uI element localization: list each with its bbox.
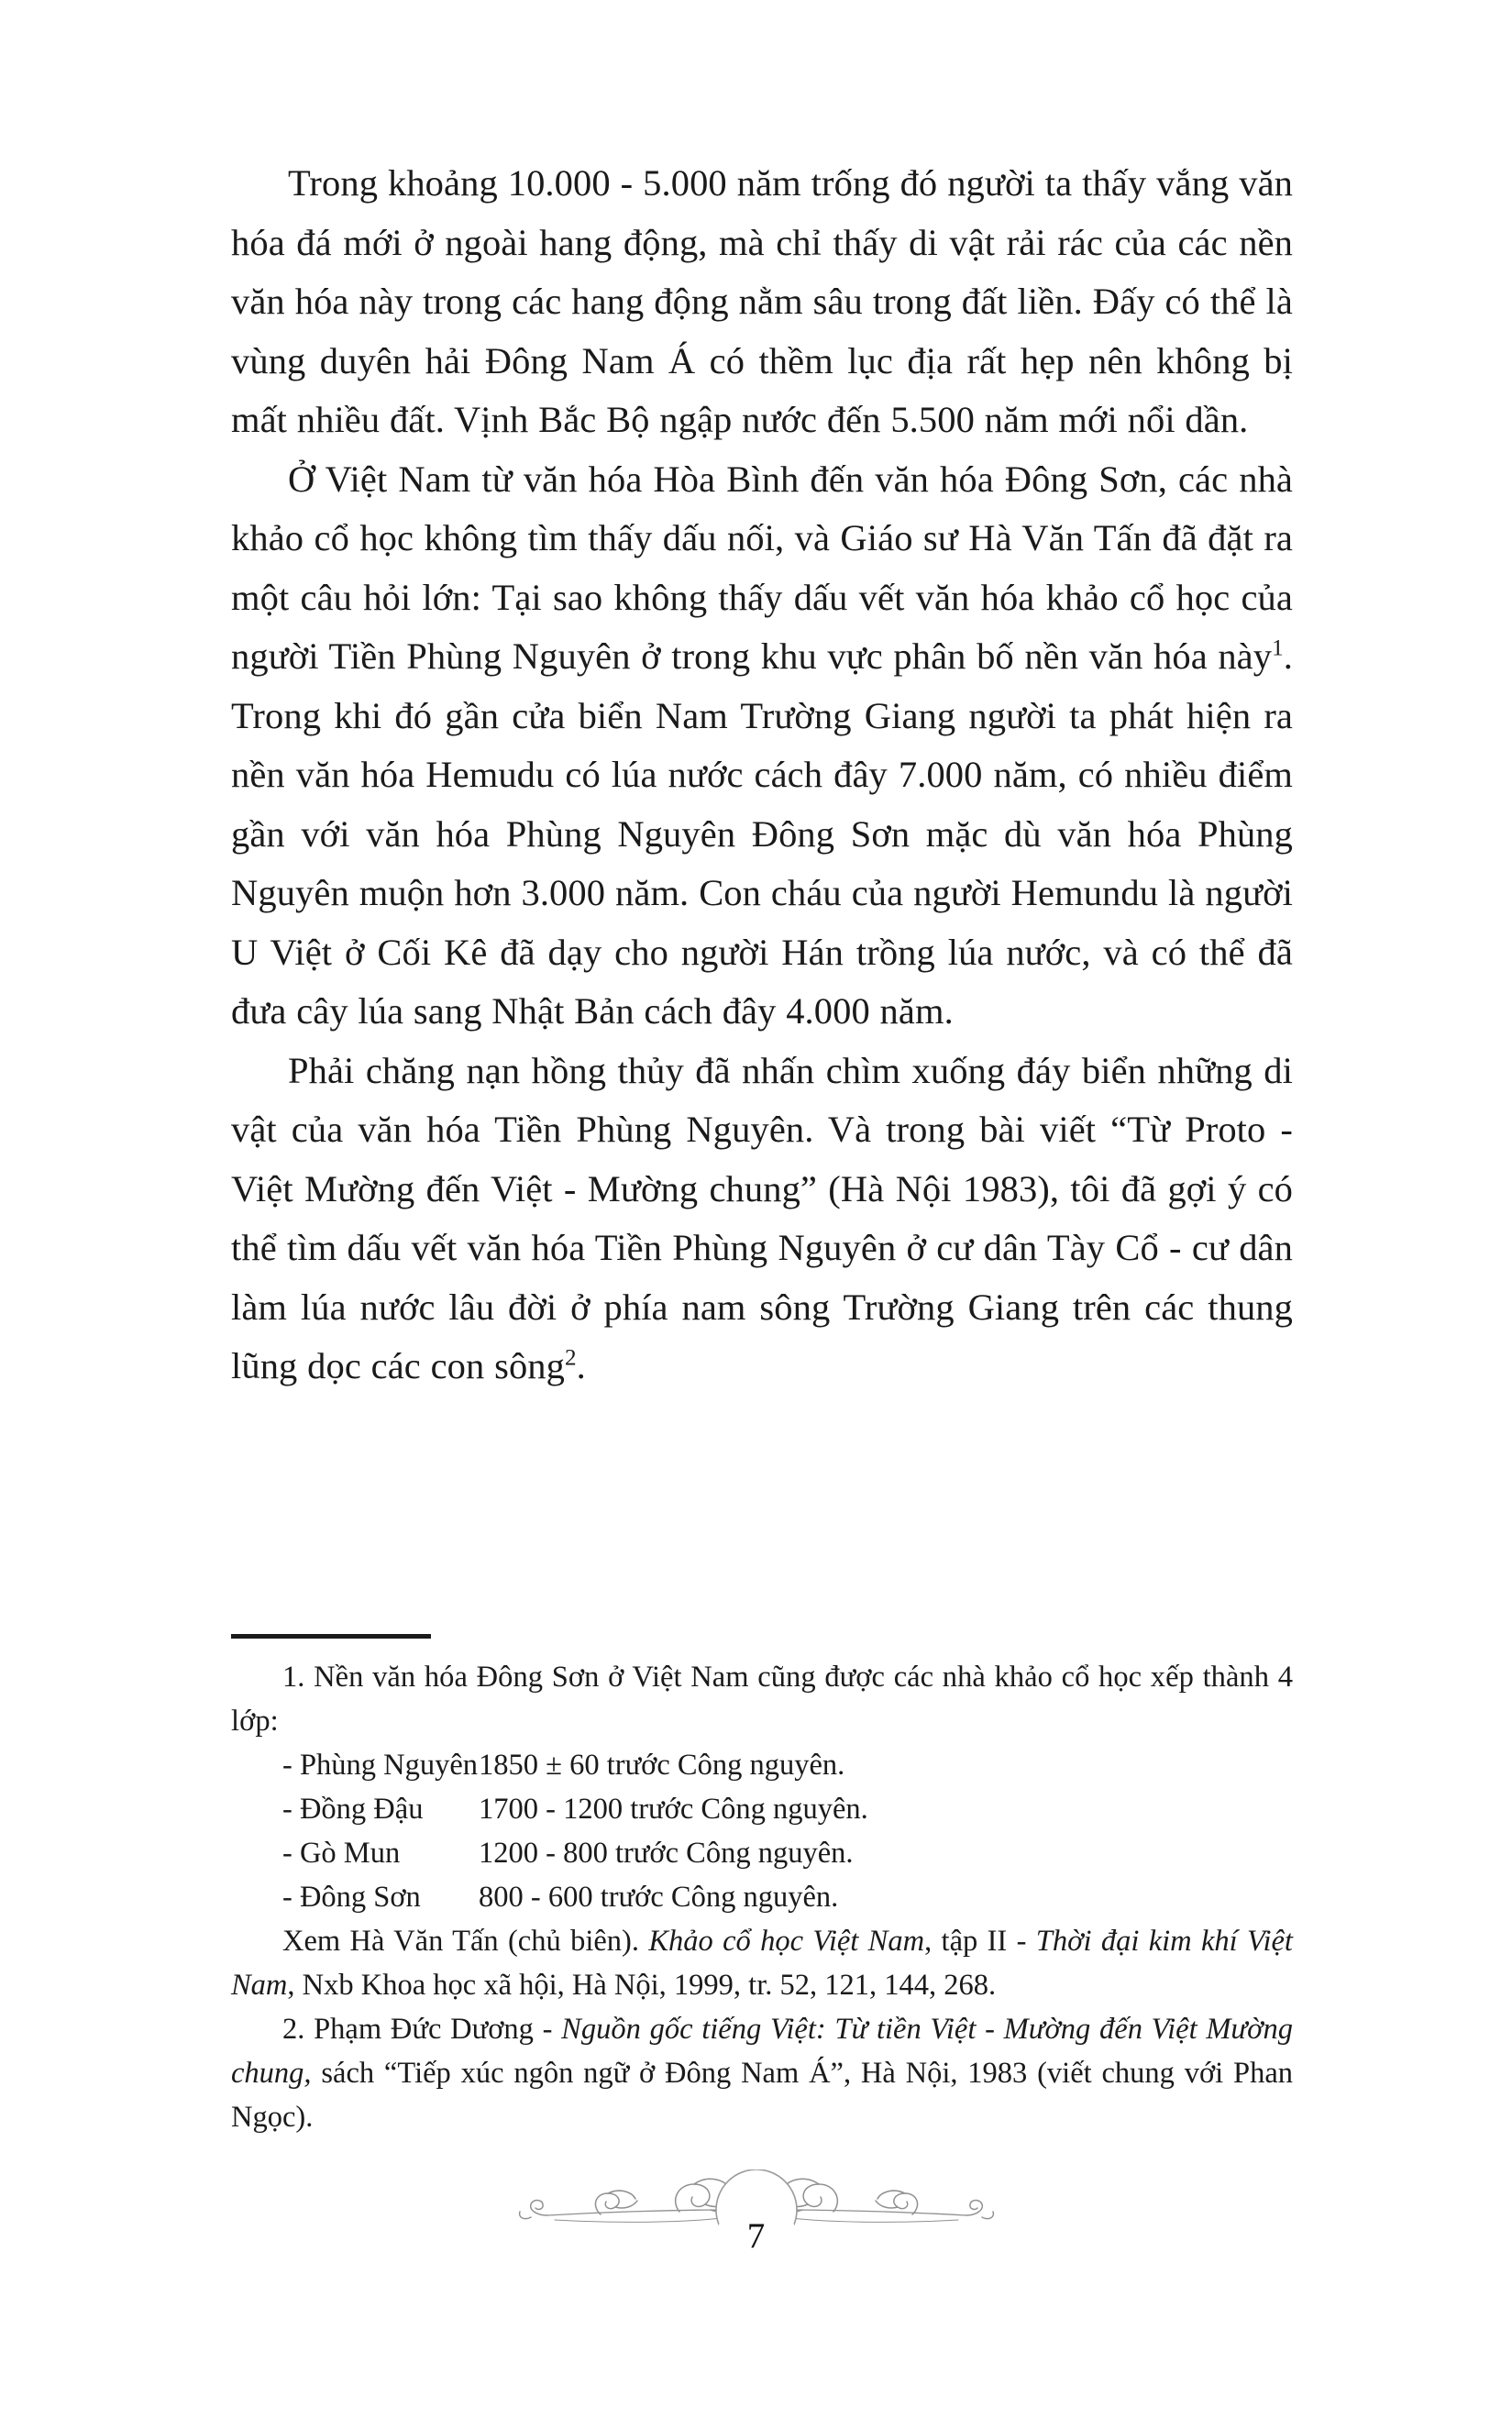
body-paragraph-3 [231,1042,1293,1397]
page-footer [0,2164,1512,2320]
footnote-separator-rule [231,1634,431,1639]
footnote-2-title: Nguồn gốc tiếng Việt: Từ tiền Việt - Mường đến Việt Mường chung, [231,2013,1293,2090]
footnote-2-tail: sách “Tiếp xúc ngôn ngữ ở Đông Nam Á”, Hà Nội, 1983 (viết chung với Phan Ngọc). [231,2057,1293,2134]
body-paragraph-2-text-after-note: . Trong khi đó gần cửa biển Nam Trường Giang người ta phát hiện ra nền văn hóa Hemudu có lúa nước cách đây 7.000 năm, có nhiều điểm gần với văn hóa Phùng Nguyên Đông Sơn mặc dù văn hóa Phùng Nguyên muộn hơn 3.000 năm. Con cháu của người Hemundu là người U Việt ở Cối Kê đã dạy cho người Hán trồng lúa nước, và có thể đã đưa cây lúa sang Nhật Bản cách đây 4.000 năm. [231,635,1293,1032]
body-paragraph-3-text-after-note: . [576,1345,586,1386]
footer-ornament-wrap [0,2164,1512,2320]
body-paragraph-2-text-before-note: Ở Việt Nam từ văn hóa Hòa Bình đến văn hóa Đông Sơn, các nhà khảo cổ học không tìm thấy dấu nối, và Giáo sư Hà Văn Tấn đã đặt ra một câu hỏi lớn: Tại sao không thấy dấu vết văn hóa khảo cổ học của người Tiền Phùng Nguyên ở trong khu vực phân bố nền văn hóa này [231,458,1293,677]
footnote-1-source-tail: , Nxb Khoa học xã hội, Hà Nội, 1999, tr. 52, 121, 144, 268. [287,1969,997,2002]
body-paragraph-3-text-before-note: Phải chăng nạn hồng thủy đã nhấn chìm xuống đáy biển những di vật của văn hóa Tiền Phùng Nguyên. Và trong bài viết “Từ Proto - Việt Mường đến Việt - Mường chung” (Hà Nội 1983), tôi đã gợi ý có thể tìm dấu vết văn hóa Tiền Phùng Nguyên ở cư dân Tày Cổ - cư dân làm lúa nước lâu đời ở phía nam sông Trường Giang trên các thung lũng dọc các con sông [231,1049,1293,1386]
footnote-2 [231,2007,1293,2139]
footnote-1-source-lead: Xem Hà Văn Tấn (chủ biên). [282,1925,649,1958]
footnote-1-intro: 1. Nền văn hóa Đông Sơn ở Việt Nam cũng được các nhà khảo cổ học xếp thành 4 lớp: [231,1661,1293,1738]
footnote-item-dash: - [282,1837,300,1870]
page-number: 7 [717,2197,796,2276]
footnote-1-source [231,1919,1293,2007]
footnote-1-item-go-mun [231,1831,1293,1875]
footnote-item-value: 800 - 600 trước Công nguyên. [479,1881,839,1914]
footnote-item-label [282,1875,479,1919]
footnote-marker-2[interactable]: 2 [565,1345,577,1371]
footnote-marker-1[interactable]: 1 [1272,635,1284,661]
footnote-1-source-title-1: Khảo cổ học Việt Nam [648,1925,925,1958]
body-paragraph-1: Trong khoảng 10.000 - 5.000 năm trống đó người ta thấy vắng văn hóa đá mới ở ngoài hang động, mà chỉ thấy di vật rải rác của các nền văn hóa này trong các hang động nằm sâu trong đất liền. Đấy có thể là vùng duyên hải Đông Nam Á có thềm lục địa rất hẹp nên không bị mất nhiều đất. Vịnh Bắc Bộ ngập nước đến 5.500 năm mới nổi dần. [231,162,1293,440]
footnote-item-name: Phùng Nguyên [299,1749,479,1782]
footnote-item-label [282,1743,479,1787]
footnote-item-dash: - [282,1793,300,1826]
footnote-item-label [282,1787,479,1831]
footnote-item-name: Đông Sơn [299,1881,421,1914]
footnote-item-name: Đồng Đậu [299,1793,424,1826]
footnote-1-source-title-2: Thời đại kim khí Việt Nam [231,1925,1293,2002]
footnote-2-lead: 2. Phạm Đức Dương - [282,2013,562,2046]
footnote-1-item-dong-son [231,1875,1293,1919]
footnote-item-value: 1700 - 1200 trước Công nguyên. [479,1793,868,1826]
footnote-1-item-phung-nguyen [231,1743,1293,1787]
footnote-item-name: Gò Mun [299,1837,401,1870]
footnote-item-dash: - [282,1749,300,1782]
footnote-1-source-mid: , tập II - [924,1925,1036,1958]
footnote-section [231,1634,1293,2139]
footnote-1-item-dong-dau [231,1787,1293,1831]
footnote-item-dash: - [282,1881,300,1914]
footnote-item-value: 1850 ± 60 trước Công nguyên. [479,1749,845,1782]
footnote-item-value: 1200 - 800 trước Công nguyên. [479,1837,854,1870]
footnote-item-label [282,1831,479,1875]
page-body [231,154,1293,1397]
body-paragraph-2 [231,450,1293,1042]
